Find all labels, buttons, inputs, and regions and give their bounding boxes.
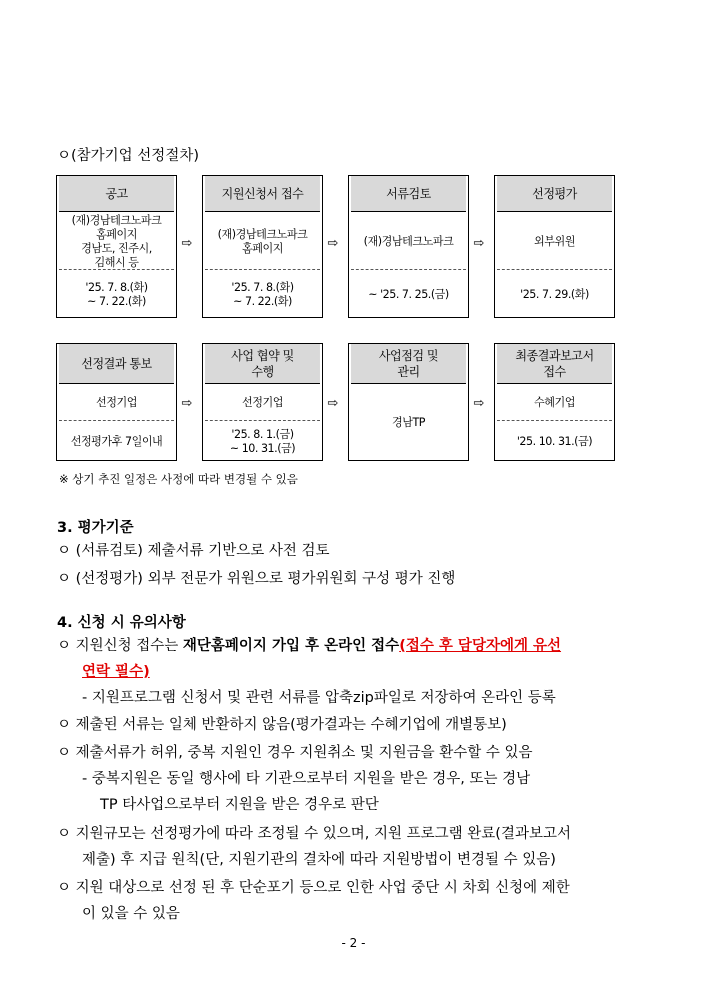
flow-box-head <box>205 344 320 384</box>
item-red-text: 연락 필수) <box>82 664 150 680</box>
body-line: 경남TP <box>391 415 426 429</box>
body-line: 홈페이지 <box>96 226 137 241</box>
body-line: 김해시 등 <box>94 254 139 269</box>
section-3-title: 3. 평가기준 <box>57 520 134 536</box>
date-line: ~ 7. 22.(화) <box>233 293 292 308</box>
page-number: - 2 - <box>341 936 366 950</box>
flow-box-body <box>59 212 174 270</box>
flow-box-application <box>202 175 323 318</box>
head-line: 접수 <box>543 363 566 379</box>
selection-procedure-title: ㅇ(참가기업 선정절차) <box>57 148 199 164</box>
head-line: 관리 <box>397 363 420 379</box>
date-line: 선정평가후 7일이내 <box>70 433 163 448</box>
head-line: 사업점검 및 <box>378 347 439 363</box>
body-line: (재)경남테크노파크 <box>71 212 162 227</box>
date-line: '25. 7. 8.(화) <box>231 279 294 294</box>
date-line: '25. 7. 8.(화) <box>85 279 148 294</box>
flow-box-agreement <box>202 343 323 461</box>
date-line: ~ 7. 22.(화) <box>87 293 146 308</box>
flow-box-announcement <box>56 175 177 318</box>
flow-box-date <box>497 270 612 317</box>
flow-box-date <box>351 270 466 317</box>
section-3-item: ㅇ (서류검토) 제출서류 기반으로 사전 검토 <box>57 543 330 559</box>
date-line: '25. 7. 29.(화) <box>520 286 589 301</box>
head-line: 사업 협약 및 <box>231 347 294 363</box>
item-red-text: (접수 후 담당자에게 유선 <box>399 638 562 654</box>
head-line: 선정결과 통보 <box>81 355 152 371</box>
flow-box-body <box>351 384 466 460</box>
body-line: 외부위원 <box>534 233 575 248</box>
flow-box-final-report <box>494 343 615 461</box>
flow-box-document-review <box>348 175 469 318</box>
flow-box-date <box>59 421 174 460</box>
flow-box-head <box>497 344 612 384</box>
body-line: 경남도, 진주시, <box>81 240 152 255</box>
arrow-right-icon: ⇨ <box>327 236 339 251</box>
section-4-title: 4. 신청 시 유의사항 <box>57 615 186 631</box>
flow-box-date <box>497 421 612 460</box>
section-4-item-3-sub-cont: TP 타사업으로부터 지원을 받은 경우로 판단 <box>100 797 379 813</box>
flow-box-body <box>205 384 320 421</box>
flow-box-body <box>351 212 466 270</box>
arrow-right-icon: ⇨ <box>181 236 193 251</box>
section-4-item-4: ㅇ 지원규모는 선정평가에 따라 조정될 수 있으며, 지원 프로그램 완료(결과보고서 <box>57 826 571 842</box>
arrow-right-icon: ⇨ <box>327 396 339 411</box>
flow-box-body <box>205 212 320 270</box>
section-4-item-1-sub: - 지원프로그램 신청서 및 관련 서류를 압축zip파일로 저장하여 온라인 등록 <box>82 690 556 706</box>
date-line: '25. 8. 1.(금) <box>231 426 294 441</box>
item-bold-text: 재단홈페이지 가입 후 온라인 접수 <box>182 638 400 654</box>
item-text: ㅇ 지원신청 접수는 <box>57 638 183 654</box>
flow-box-head <box>59 344 174 384</box>
head-line: 최종결과보고서 <box>515 347 594 363</box>
flow-box-head: 선정평가 <box>497 176 612 212</box>
section-3-item: ㅇ (선정평가) 외부 전문가 위원으로 평가위원회 구성 평가 진행 <box>57 571 456 587</box>
schedule-note: ※ 상기 추진 일정은 사정에 따라 변경될 수 있음 <box>59 472 298 486</box>
body-line: 홈페이지 <box>242 240 283 255</box>
date-line: ~ 10. 31.(금) <box>229 440 296 455</box>
flow-box-body <box>59 384 174 421</box>
flow-box-head <box>351 344 466 384</box>
flow-box-head: 서류검토 <box>351 176 466 212</box>
flow-box-date <box>205 421 320 460</box>
flow-box-result-notice <box>56 343 177 461</box>
flow-box-date <box>59 270 174 317</box>
flow-box-inspection <box>348 343 469 461</box>
flow-box-body <box>497 384 612 421</box>
head-line: 수행 <box>251 363 274 379</box>
arrow-right-icon: ⇨ <box>181 396 193 411</box>
section-4-item-2: ㅇ 제출된 서류는 일체 반환하지 않음(평가결과는 수혜기업에 개별통보) <box>57 717 507 733</box>
arrow-right-icon: ⇨ <box>473 396 485 411</box>
flow-box-head: 지원신청서 접수 <box>205 176 320 212</box>
date-line: ~ '25. 7. 25.(금) <box>368 286 449 301</box>
arrow-right-icon: ⇨ <box>473 236 485 251</box>
flow-box-head: 공고 <box>59 176 174 212</box>
section-4-item-3: ㅇ 제출서류가 허위, 중복 지원인 경우 지원취소 및 지원금을 환수할 수 있음 <box>57 745 533 761</box>
body-line: 선정기업 <box>96 395 137 409</box>
body-line: (재)경남테크노파크 <box>217 226 308 241</box>
body-line: 수혜기업 <box>534 395 575 409</box>
section-4-item-1-cont <box>82 662 150 682</box>
flow-box-selection-evaluation <box>494 175 615 318</box>
date-line: '25. 10. 31.(금) <box>516 433 593 448</box>
section-4-item-1 <box>57 636 561 656</box>
flow-box-date <box>205 270 320 317</box>
section-4-item-5: ㅇ 지원 대상으로 선정 된 후 단순포기 등으로 인한 사업 중단 시 차회 신청에 제한 <box>57 880 570 896</box>
section-4-item-4-cont: 제출) 후 지급 원칙(단, 지원기관의 결차에 따라 지원방법이 변경될 수 있음) <box>82 852 556 868</box>
section-4-item-3-sub: - 중복지원은 동일 행사에 타 기관으로부터 지원을 받은 경우, 또는 경남 <box>82 771 531 787</box>
body-line: (재)경남테크노파크 <box>363 233 454 248</box>
flow-box-body <box>497 212 612 270</box>
section-4-item-5-cont: 이 있을 수 있음 <box>82 906 180 922</box>
body-line: 선정기업 <box>242 395 283 409</box>
